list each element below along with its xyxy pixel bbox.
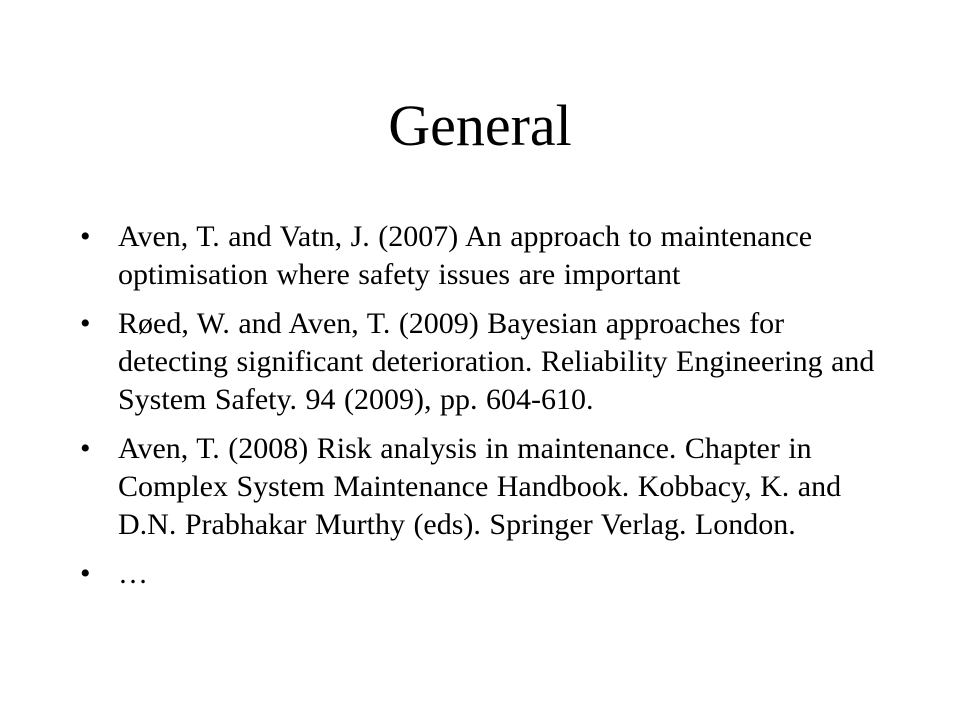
list-item [80, 430, 880, 544]
reference-list [80, 218, 880, 604]
bullet-icon: • [80, 557, 91, 590]
reference-text: Aven, T. (2008) Risk analysis in maintenance. Chapter in Complex System Maintenance Handbook. Kobbacy, K. and D.N. Prabhakar Murthy (eds). Springer Verlag. London. [118, 432, 842, 541]
bullet-icon: • [80, 220, 91, 253]
reference-text: Aven, T. and Vatn, J. (2007) An approach to maintenance optimisation where safety issues are important [118, 220, 813, 291]
list-item [80, 218, 880, 294]
ellipsis-text: … [118, 557, 148, 590]
slide-title: General [388, 93, 572, 158]
bullet-icon: • [80, 307, 91, 340]
bullet-icon: • [80, 432, 91, 465]
list-item [80, 555, 880, 593]
list-item [80, 305, 880, 419]
reference-text: Røed, W. and Aven, T. (2009) Bayesian approaches for detecting significant deterioration. Reliability Engineering and System Safety. 94 (2009), pp. 604-610. [118, 307, 875, 416]
